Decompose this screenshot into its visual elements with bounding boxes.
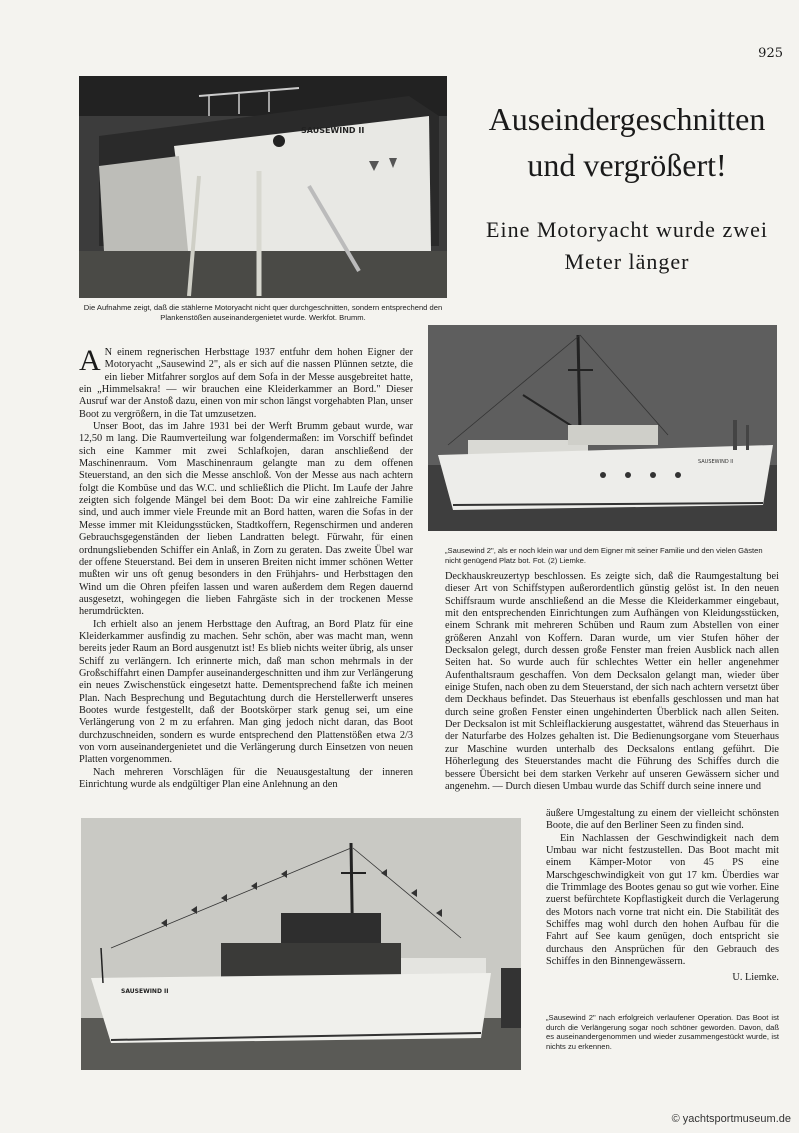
photo-hull-split [79, 76, 447, 298]
photo-caption-3: „Sausewind 2" nach erfolgreich verlaufener Operation. Das Boot ist durch die Verlängerung sogar noch schöner geworden. Davon, daß es auseinandergenommen und wieder zusammengestückt wurde, ist nichts zu erkennen. [546, 1013, 779, 1051]
hull-name-label: SAUSEWIND II [301, 126, 365, 135]
article-paragraph: Deckhauskreuzertyp beschlossen. Es zeigte sich, daß die Raumgestaltung bei dieser Art von Schiffstypen außerordentlich günstig gelöst ist. In den neuen Schiffsraum wurde anschließend an die Messe die Kleiderkammer eingebaut, mit den entsprechenden Einrichtungen zum Aufhängen von Kleidungsstücken, einem Schrank mit mehreren Schüben und Raum zum Abstellen von einer größeren Anzahl von Koffern. Daran wurde, um vier Stufen höher der Decksalon gelegt, durch dessen große Fenster man freien Ausblick nach allen Seiten hat. So wurde auch für schlechtes Wetter ein heller angenehmer Aufenthaltsraum geschaffen. Von dem Decksalon gelangt man, wieder über einige Stufen, nach oben zu dem Steuerstand, der sich nach achtern versetzt über dem Deckhaus befindet. Das Steuerhaus ist ebenfalls geschlossen und man hat durch seine großen Fenster einen ungehinderten Überblick nach allen Seiten. Der Decksalon ist mit Schleiflackierung ausgestattet, während das Steuerhaus in der Naturfarbe des Holzes gehalten ist. Die Bedienungsorgane vom Steuerhaus zur Maschine wurden unterhalb des Decksalons entlang geführt. Die Höherlegung des Steuerstandes macht die Führung des Schiffes durch die bessere Übersicht bei dem starken Verkehr auf unseren Gewässern sicher und angenehm. — Durch diesen Umbau wurde das Schiff durch seine innere und [445, 571, 779, 792]
article-subheadline: Eine Motoryacht wurde zwei Meter länger [486, 217, 768, 274]
article-paragraph: A N einem regnerischen Herbsttage 1937 entfuhr dem hohen Eigner der Motoryacht „Sausewind 2", als er sich auf die nassen Plünnen setzte, die ein lieber Mitfahrer sorglos auf dem Sofa in der Messe ausgebreitet hatte, ein „Himmelsakra! — wir brauchen eine Kleiderkammer an Bord." Dieser Ausruf war der Anstoß dazu, einen von mir schon längst vorgehabten Plan, unser Boot zu vergrößern, in die Tat umzusetzen. [79, 344, 413, 420]
enlarged-yacht-illustration [81, 818, 521, 1070]
article-column-2 [445, 571, 779, 793]
watermark: © yachtsportmuseum.de [671, 1113, 791, 1125]
hull-split-illustration [79, 76, 447, 298]
article-headline: Auseindergeschnitten und vergrößert! [488, 101, 766, 183]
article-paragraph: Ein Nachlassen der Geschwindigkeit nach dem Umbau war nicht festzustellen. Das Boot macht mit einem Kämper-Motor von 45 PS eine Marschgeschwindigkeit von gut 17 km. Überdies war die Trimmlage des Bootes genau so gut wie vorher. Eine zuerst befürchtete Kopflastigkeit durch die Verlagerung des Motors nach vorne trat nicht ein. Die Stabilität des Schiffes mag wohl durch den hohen Aufbau für die Fahrt auf See kaum genügen, doch entspricht sie durchaus den Ansprüchen für den Gebrauch des Schiffes in den Binnengewässern. [546, 832, 779, 968]
article-column-3 [546, 808, 779, 985]
photo-caption-2: „Sausewind 2", als er noch klein war und dem Eigner mit seiner Familie und den vielen Gästen nicht genügend Platz bot. Fot. (2) Liemke. [445, 546, 763, 565]
drop-cap: A [79, 344, 101, 377]
original-yacht-illustration [428, 325, 777, 531]
photo-caption-1: Die Aufnahme zeigt, daß die stählerne Motoryacht nicht quer durchgeschnitten, sondern entsprechend den Plankenstößen auseinandergenietet wurde. Werkfot. Brumm. [83, 303, 443, 322]
author-signature: U. Liemke. [732, 972, 779, 984]
photo-original-yacht [428, 325, 777, 531]
enlarged-yacht-name-label: SAUSEWIND II [121, 988, 169, 995]
article-paragraph: Nach mehreren Vorschlägen für die Neuausgestaltung der inneren Einrichtung wurde als endgültiger Plan eine Anlehnung an den [79, 766, 413, 791]
article-paragraph: Unser Boot, das im Jahre 1931 bei der Werft Brumm gebaut wurde, war 12,50 m lang. Die Raumverteilung war folgendermaßen: im Vorschiff befindet sich eine Kammer mit zwei Schlafkojen, daran anschließend der Maschinenraum. Vom Maschinenraum gelangte man zu dem offenen Steuerstand, an den sich die Messe anschloß. Von der Messe aus nach achtern folgt die Kombüse und das W.C. und schließlich die Plicht. Im Laufe der Jahre zeigten sich folgende Mängel bei dem Boot: Da wir eine zahlreiche Familie sind, und auch immer viele Freunde mit an Bord hatten, waren die Sofas in der Messe immer mit Kleidungsstücken, Stadtkoffern, Regenschirmen und anderen Gebrauchsgegenständen der lieben Landratten belegt. Fürwahr, für einen ordnungsliebenden Schiffer ein Anlaß, in Zorn zu geraten. Das zweite Übel war der offene Steuerstand. Bei dem in unseren Breiten nicht immer schönen Wetter mußten wir uns oft genug besonders in den Frühjahrs- und Herbsttagen den Wind um die Ohren pfeifen lassen und waren außerdem dem Regen dauernd ausgesetzt, wohingegen die lieben Fahrgäste sich in der trockenen Messe herumdrückten. [79, 421, 413, 618]
article-paragraph: äußere Umgestaltung zu einem der vielleicht schönsten Boote, die auf den Berliner Seen zu finden sind. [546, 808, 779, 832]
original-yacht-name-label: SAUSEWIND II [698, 459, 734, 465]
article-column-1 [79, 344, 413, 791]
photo-enlarged-yacht [81, 818, 521, 1070]
article-paragraph: Ich erhielt also an jenem Herbsttage den Auftrag, an Bord Platz für eine Kleiderkammer ausfindig zu machen. Sehr schön, aber was macht man, wenn bereits jeder Raum an Bord ausgenutzt ist! Es blieb nichts weiter übrig, als unser Schiff zu verlängern. Ich erinnerte mich, daß man schon mehrmals in der Großschiffahrt einen Dampfer auseinandergeschnitten und ihm zur Verlängerung ein neues Zwischenstück eingesetzt hatte. Dementsprechend faßte ich meinen Plan. Nach Besprechung und Begutachtung durch die Herstellerwerft unseres Bootes wurde festgestellt, daß der Bootskörper stark genug sei, um eine Verlängerung von 2 m zu erfahren. Man ging jedoch nicht daran, das Boot durchzuschneiden, sondern es wurde entsprechend den Plattenstößen etwa 2/3 von vorn auseinandergenietet und die Verlängerung durch Einsetzen von neuen Platten vorgenommen. [79, 618, 413, 766]
page-number: 925 [758, 46, 783, 61]
